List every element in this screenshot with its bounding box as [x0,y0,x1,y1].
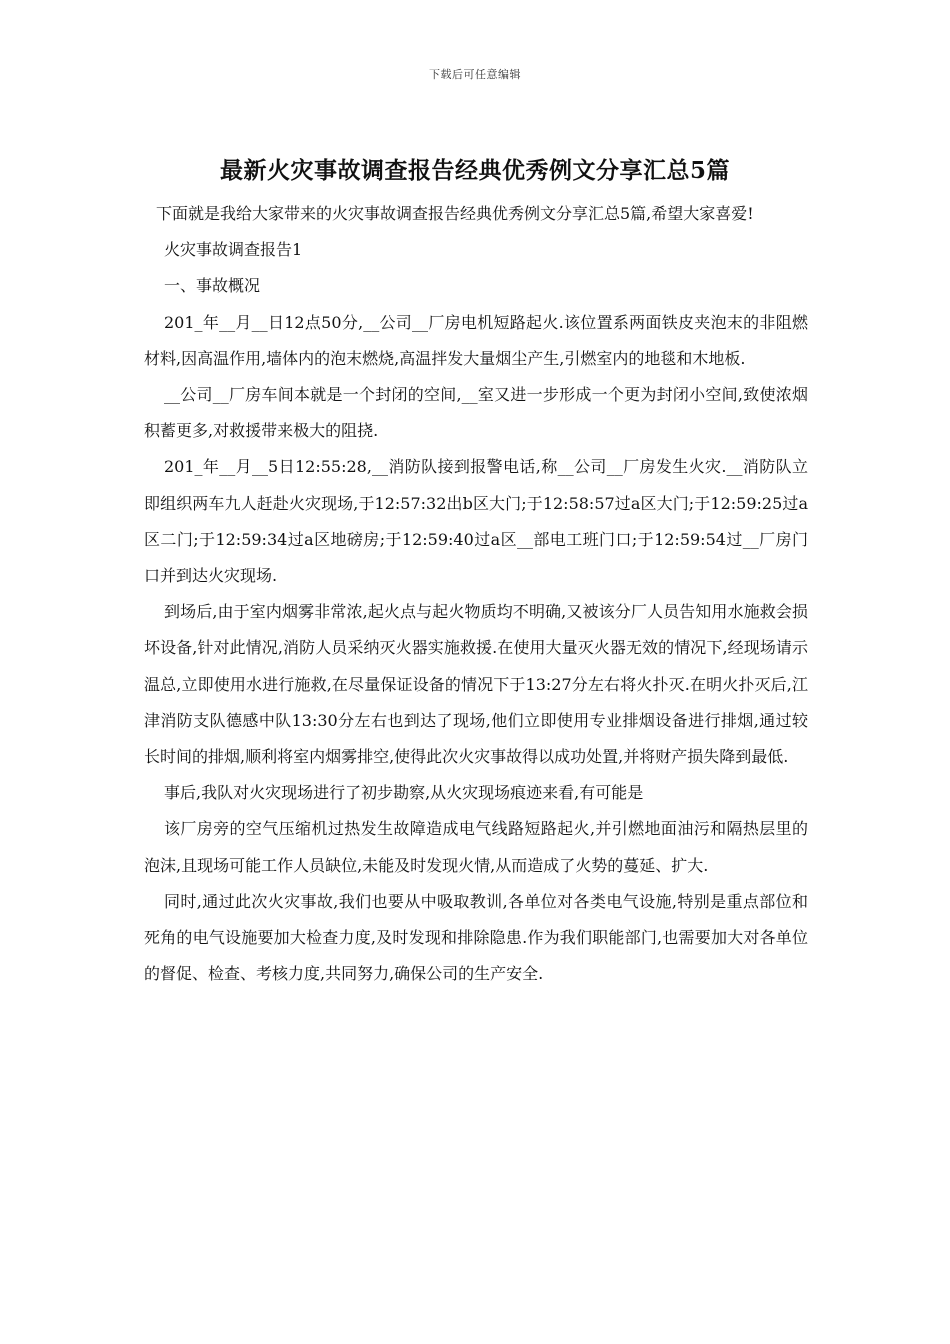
body-paragraph: 201_年__月__日12点50分,__公司__厂房电机短路起火.该位置系两面铁皮夹泡末的非阻燃材料,因高温作用,墙体内的泡末燃烧,高温拌发大量烟尘产生,引燃室内的地毯和木地板. [144,312,808,368]
body-paragraph: 该厂房旁的空气压缩机过热发生故障造成电气线路短路起火,并引燃地面油污和隔热层里的泡沫,且现场可能工作人员缺位,未能及时发现火情,从而造成了火势的蔓延、扩大. [144,819,808,875]
body-paragraph: 事后,我队对火灾现场进行了初步勘察,从火灾现场痕迹来看,有可能是 [164,783,644,803]
report-heading: 火灾事故调查报告1 [164,240,303,260]
document-body [144,196,808,992]
body-paragraph: 201_年__月__5日12:55:28,__消防队接到报警电话,称__公司__厂房发生火灾.__消防队立即组织两车九人赶赴火灾现场,于12:57:32出b区大门;于12:58:57过a区大门;于12:59:25过a区二门;于12:59:34过a区地磅房;于12:59:40过a区__部电工班门口;于12:59:54过__厂房门口并到达火灾现场. [144,457,808,586]
intro-paragraph: 下面就是我给大家带来的火灾事故调查报告经典优秀例文分享汇总5篇,希望大家喜爱! [156,204,754,223]
body-paragraph: __公司__厂房车间本就是一个封闭的空间,__室又进一步形成一个更为封闭小空间,致使浓烟积蓄更多,对救援带来极大的阻挠. [144,385,808,441]
body-paragraph: 到场后,由于室内烟雾非常浓,起火点与起火物质均不明确,又被该分厂人员告知用水施救会损坏设备,针对此情况,消防人员采纳灭火器实施救援.在使用大量灭火器无效的情况下,经现场请示温总,立即使用水进行施救,在尽量保证设备的情况下于13:27分左右将火扑灭.在明火扑灭后,江津消防支队德感中队13:30分左右也到达了现场,他们立即使用专业排烟设备进行排烟,通过较长时间的排烟,顺利将室内烟雾排空,使得此次火灾事故得以成功处置,并将财产损失降到最低. [144,602,808,767]
body-paragraph: 同时,通过此次火灾事故,我们也要从中吸取教训,各单位对各类电气设施,特别是重点部位和死角的电气设施要加大检查力度,及时发现和排除隐患.作为我们职能部门,也需要加大对各单位的督促、检查、考核力度,共同努力,确保公司的生产安全. [144,891,808,984]
header-note: 下载后可任意编辑 [429,68,521,81]
section-heading: 一、事故概况 [164,276,261,296]
document-title: 最新火灾事故调查报告经典优秀例文分享汇总5篇 [219,157,730,184]
